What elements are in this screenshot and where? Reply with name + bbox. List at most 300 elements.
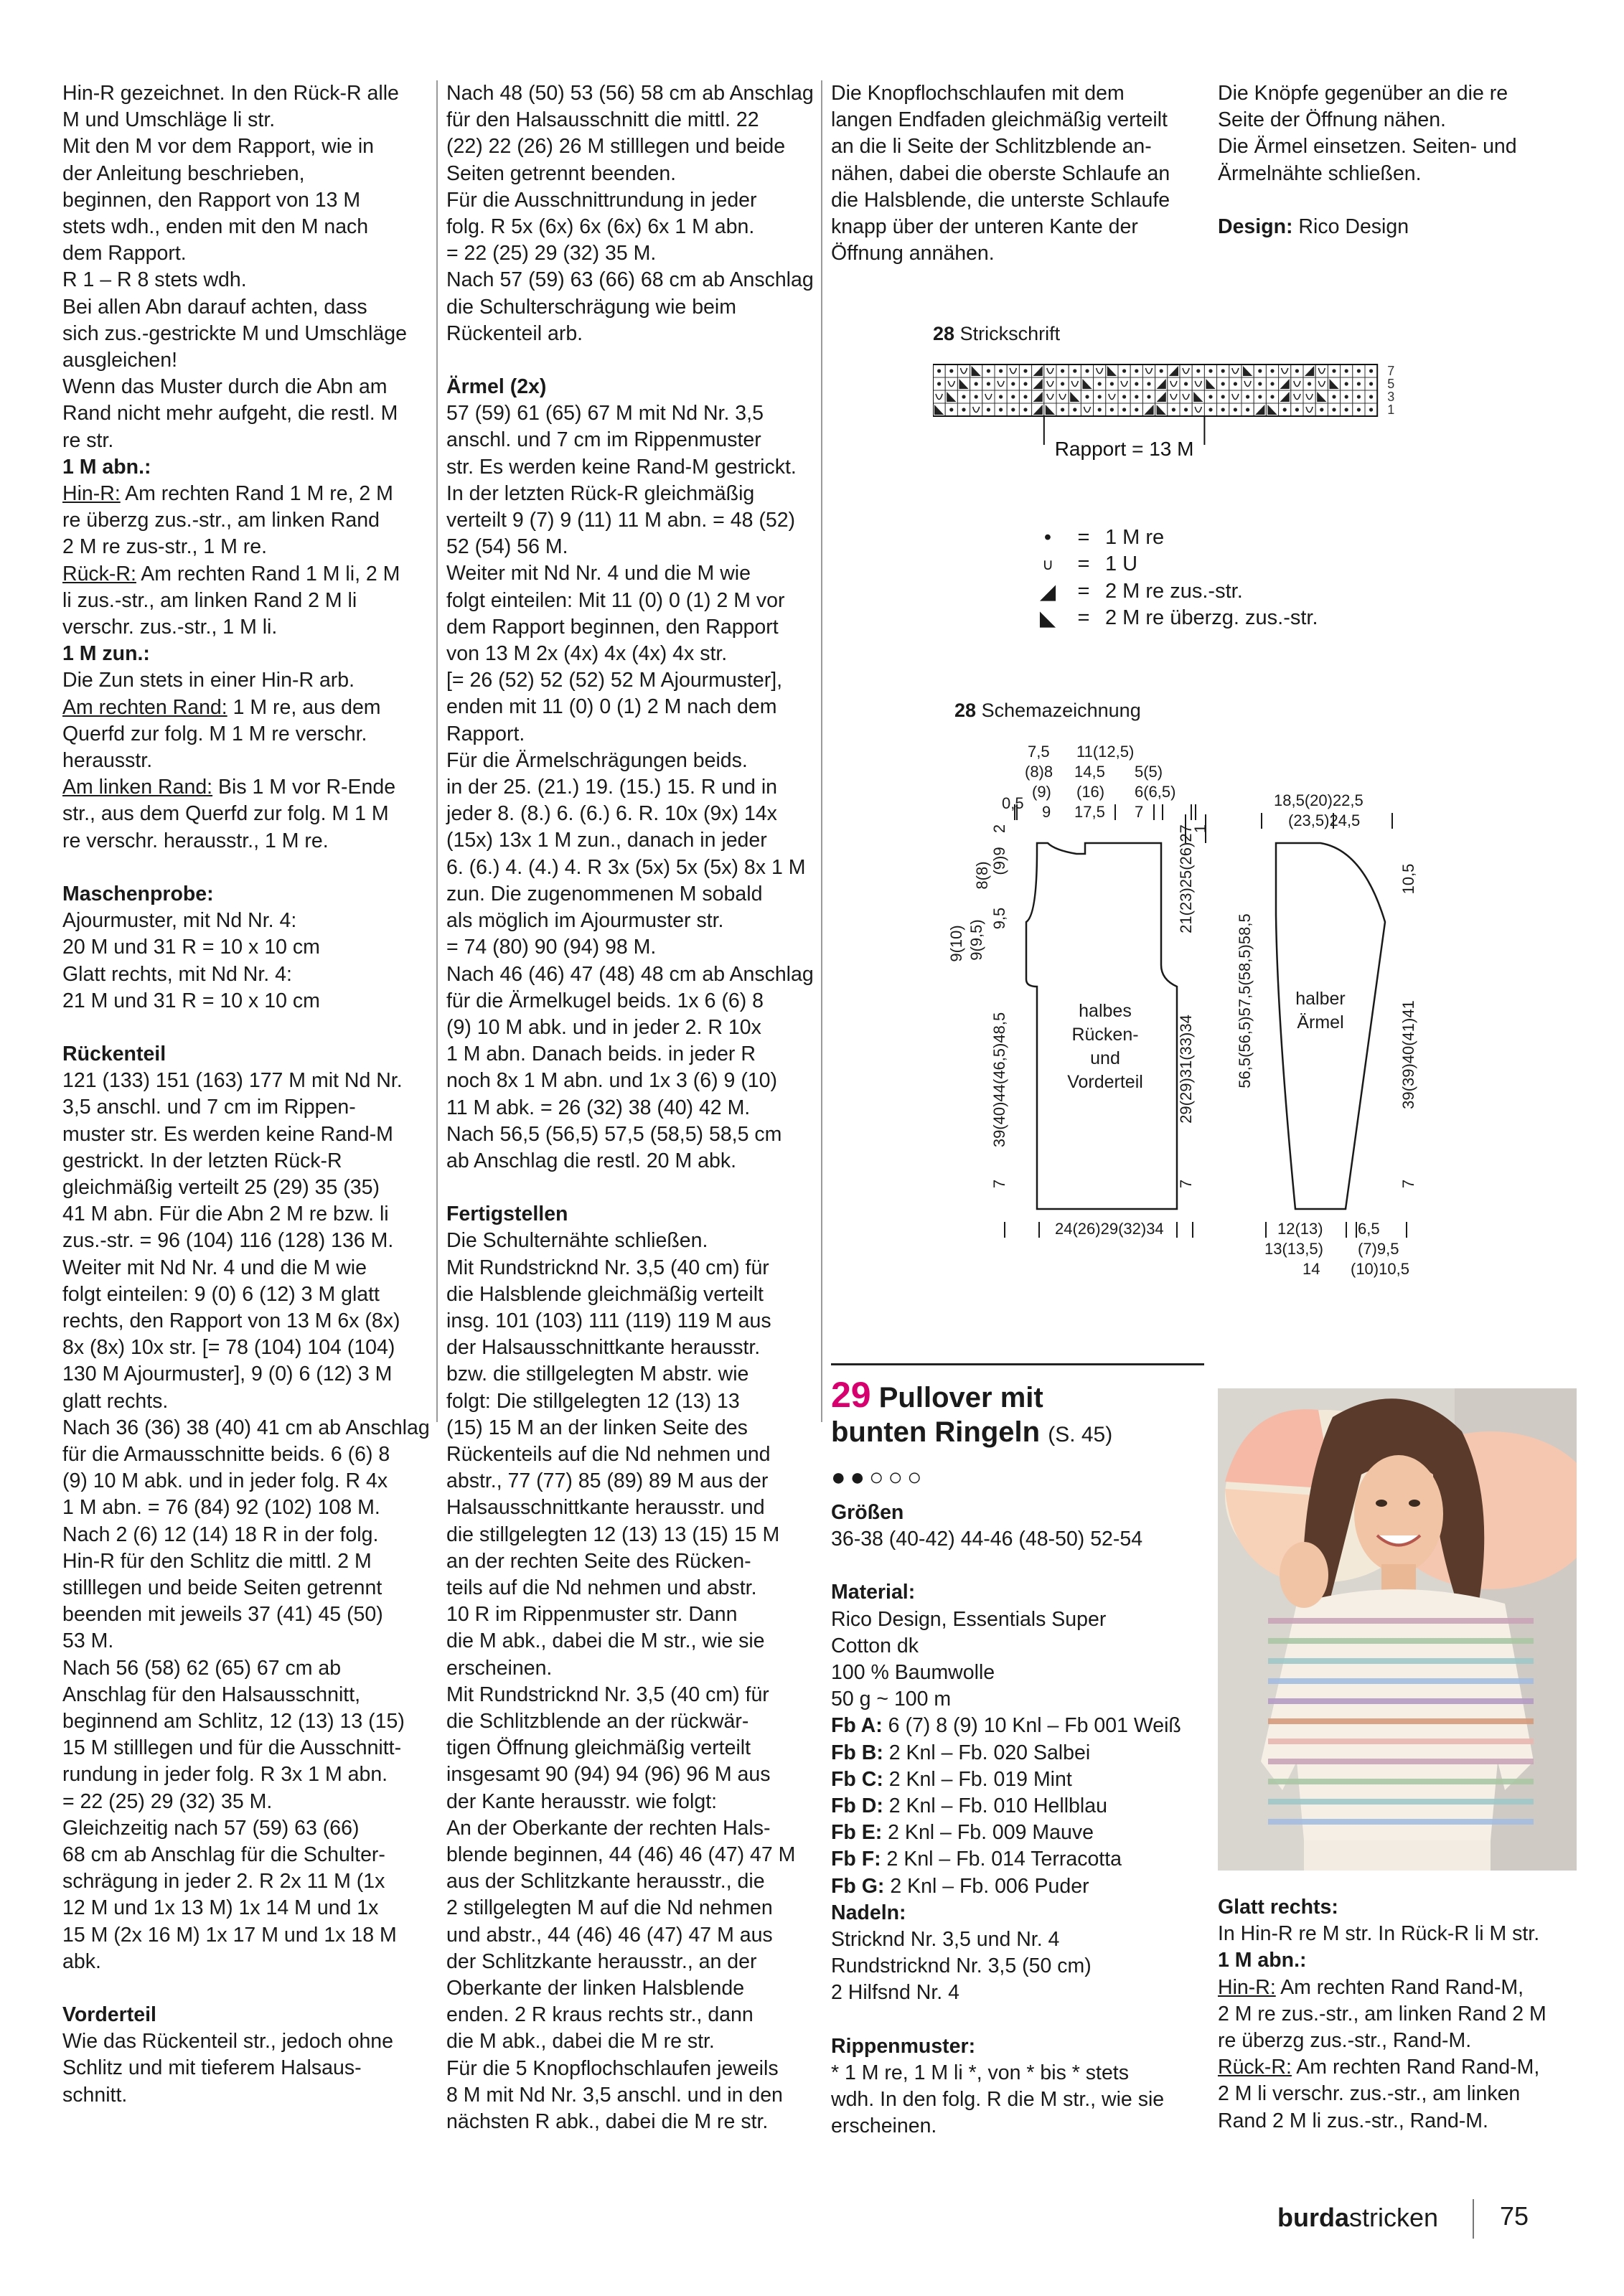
knit-stitch-mark [1332,395,1336,398]
knit-stitch-mark [1061,369,1064,372]
sweater-stripe [1268,1799,1534,1805]
text-line: Die Knöpfe gegenüber an die re [1218,82,1508,105]
text-line: Ajourmuster, mit Nd Nr. 4: [62,909,297,933]
measurement-label: (9)9 [990,847,1008,875]
text-line: rechts, den Rapport von 13 M 6x (8x) [62,1309,400,1332]
text-line: Fb C: 2 Knl – Fb. 019 Mint [831,1767,1072,1791]
text-line: Hin-R für den Schlitz die mittl. 2 M [62,1549,372,1573]
chart-cell [1192,403,1204,416]
knit-stitch-mark [1208,408,1212,411]
knit-stitch-mark [1160,369,1163,372]
text-line: str. Es werden keine Rand-M gestrickt. [446,455,797,479]
text-line: folgt: Die stillgelegten 12 (13) 13 [446,1389,740,1413]
text-line: 1 M zun.: [62,642,150,666]
text-line: die M abk., dabei die M str., wie sie [446,1629,765,1653]
text-line: Nach 57 (59) 63 (66) 68 cm ab Anschlag [446,268,814,292]
sweater-stripe [1268,1618,1534,1624]
knit-stitch-mark [987,369,990,372]
schematic-heading: 28 Schemazeichnung [954,700,1141,721]
text-line: Nach 2 (6) 12 (14) 18 R in der folg. [62,1523,379,1546]
text-line: Die Schulternähte schließen. [446,1229,708,1253]
measurement-label: 24(26)29(32)34 [1055,1220,1164,1238]
chart-heading: 28 Strickschrift [933,323,1061,344]
knit-stitch-mark [987,408,990,411]
pattern-number: 29 [831,1375,871,1415]
text-line: Rand 2 M li zus.-str., Rand-M. [1218,2109,1488,2132]
text-line: beginnen, den Rapport von 13 M [62,188,361,212]
text-line: 2 M re zus-str., 1 M re. [62,535,268,559]
sweater-stripe [1268,1678,1534,1684]
text-line: dem Rapport beginnen, den Rapport [446,615,779,639]
measurement-label: 12(13) [1277,1220,1323,1238]
text-line: schrägung in jeder 2. R 2x 11 M (1x [62,1870,385,1893]
eye [1409,1500,1420,1507]
text-line: Rückenteil arb. [446,321,583,345]
measurement-label: und [1090,1048,1120,1068]
text-line: erscheinen. [831,2114,937,2138]
knit-stitch-mark [1023,408,1027,411]
text-line: Rico Design, Essentials Super [831,1607,1107,1631]
text-line: bzw. die stillgelegten M abstr. wie [446,1363,749,1386]
knitting-chart [933,323,1493,466]
knit-stitch-mark [1258,395,1262,398]
text-line [62,1015,436,1041]
brand-suffix: stricken [1349,2203,1439,2232]
text-line: Vorderteil [62,2003,156,2027]
row-number: 7 [1387,364,1395,378]
text-line: als möglich im Ajourmuster str. [446,909,724,933]
knit-stitch-mark [1208,369,1212,372]
text-line: re überzg zus.-str., am linken Rand [62,509,380,532]
text-line: 2 Hilfsnd Nr. 4 [831,1981,959,2005]
pattern-heading [831,1375,1204,1452]
measurement-label: (10)10,5 [1351,1260,1409,1278]
knit-stitch-mark [1369,382,1373,385]
text-line: erscheinen. [446,1656,553,1680]
text-line: 57 (59) 61 (65) 67 M mit Nd Nr. 3,5 [446,402,764,425]
text-line [62,1975,436,2002]
text-line: schnitt. [62,2083,128,2107]
text-line: 1 M abn.: [62,455,151,479]
text-line: folgt einteilen: 9 (0) 6 (12) 3 M glatt [62,1282,380,1306]
legend-item: ◣ = 2 M re überzg. zus.-str. [1033,606,1318,631]
text-line: Rück-R: Am rechten Rand 1 M li, 2 M [62,562,400,585]
chart-cell [1168,377,1180,390]
text-line: Fb F: 2 Knl – Fb. 014 Terracotta [831,1848,1122,1871]
chart-cell [933,390,945,403]
knit-stitch-mark [1345,395,1348,398]
chart-cell [1106,390,1118,403]
chart-cell [982,390,995,403]
text-line: verschr. zus.-str., 1 M li. [62,616,278,639]
text-line [446,347,820,374]
pattern-title-line2: bunten Ringeln [831,1416,1041,1448]
text-line: 1 M abn. = 76 (84) 92 (102) 108 M. [62,1496,380,1520]
knit-stitch-mark [937,382,941,385]
text-line: 21 M und 31 R = 10 x 10 cm [62,989,320,1012]
text-line [62,855,436,881]
text-line: = 22 (25) 29 (32) 35 M. [62,1789,273,1813]
pattern-29-details [831,1500,1204,2140]
column-divider [436,80,438,1422]
text-line: die Halsblende gleichmäßig verteilt [446,1282,764,1306]
text-line: der Schlitzkante herausstr., an der [446,1949,757,1973]
chart-cell [995,377,1007,390]
measurement-label: Rücken- [1071,1025,1139,1045]
knit-stitch-mark [1345,382,1348,385]
text-line: Maschenprobe: [62,882,214,905]
measurement-label: 17,5 [1074,803,1105,821]
chart-cell [1069,377,1081,390]
schematic-drawing [933,700,1493,1288]
text-line: 6. (6.) 4. (4.) 4. R 3x (5x) 5x (5x) 8x 1 M [446,855,806,879]
knit-stitch-mark [1184,382,1188,385]
measurement-label: 14,5 [1074,763,1105,781]
measurement-label: 18,5(20)22,5 [1274,791,1363,809]
legend-text: 2 M re überzg. zus.-str. [1105,606,1318,629]
text-line [446,1175,820,1201]
text-line: Am rechten Rand: 1 M re, aus dem [62,695,381,719]
knit-stitch-mark [975,395,978,398]
text-line: Nach 56,5 (56,5) 57,5 (58,5) 58,5 cm [446,1122,782,1146]
knit-stitch-mark [1246,408,1249,411]
text-line: Rundstricknd Nr. 3,5 (50 cm) [831,1954,1092,1978]
knit-stitch-mark [949,369,953,372]
text-line: 53 M. [62,1629,114,1653]
text-line: Mit Rundstricknd Nr. 3,5 (40 cm) für [446,1683,769,1706]
model-photo [1218,1388,1577,1871]
text-line: beenden mit jeweils 37 (41) 45 (50) [62,1603,383,1627]
knit-stitch-mark [1295,408,1299,411]
text-line: Oberkante der linken Halsblende [446,1977,745,2000]
text-line: die stillgelegten 12 (13) 13 (15) 15 M [446,1523,780,1546]
legend-item: ∪ = 1 U [1033,552,1137,576]
text-line: in der 25. (21.) 19. (15.) 15. R und in [446,776,778,799]
text-line: und abstr., 44 (46) 46 (47) 47 M aus [446,1923,773,1947]
text-line: In der letzten Rück-R gleichmäßig [446,481,755,505]
page-reference: (S. 45) [1048,1423,1113,1446]
text-line: folgt einteilen: Mit 11 (0) 0 (1) 2 M vor [446,588,785,612]
chart-cell [1044,377,1056,390]
text-line: langen Endfaden gleichmäßig verteilt [831,108,1168,132]
chart-cell [1229,364,1242,377]
measurement-label: Ärmel [1297,1012,1344,1032]
text-line: Nach 56 (58) 62 (65) 67 cm ab [62,1656,342,1680]
measurement-label: (9) [1032,783,1051,801]
text-line: die Halsblende, die unterste Schlaufe [831,188,1170,212]
knit-stitch-mark [1098,382,1102,385]
measurement-label: 6,5 [1358,1220,1380,1238]
text-line: abstr., 77 (77) 85 (89) 89 M aus der [446,1469,769,1493]
text-line: Hin-R: Am rechten Rand 1 M re, 2 M [62,482,393,506]
chart-cell [1291,390,1303,403]
measurement-label: 8(8) [973,861,991,890]
page-number: 75 [1500,2201,1529,2231]
knit-stitch-mark [1221,369,1225,372]
measurement-label: 29(29)31(33)34 [1177,1015,1195,1124]
text-line: der Anleitung beschrieben, [62,161,305,185]
chart-cell [1192,377,1204,390]
column-divider [821,80,822,1422]
legend-text: 1 M re [1105,526,1165,549]
chart-cell [945,377,957,390]
text-line: 8 M mit Nd Nr. 3,5 anschl. und in den [446,2083,783,2107]
legend-symbol: ◢ [1039,580,1056,603]
knit-stitch-mark [999,395,1003,398]
text-line: Für die Ärmelschrägungen beids. [446,748,748,772]
measurement-label: 11(12,5) [1076,743,1135,761]
text-line: Glatt rechts: [1218,1896,1338,1919]
text-line: Hin-R: Am rechten Rand Rand-M, [1218,1975,1524,1999]
text-line: Fb B: 2 Knl – Fb. 020 Salbei [831,1741,1091,1764]
text-line: gestrickt. In der letzten Rück-R [62,1149,342,1172]
knit-stitch-mark [1110,382,1114,385]
knit-stitch-mark [1320,408,1323,411]
text-line: zun. Die zugenommenen M sobald [446,882,763,905]
text-line: 1 M abn.: [1218,1949,1307,1972]
measurement-label: 13(13,5) [1264,1240,1323,1258]
text-line: Die Knopflochschlaufen mit dem [831,82,1125,105]
knit-stitch-mark [1332,408,1336,411]
text-line: Rippenmuster: [831,2034,976,2058]
text-line [1218,187,1591,214]
text-line: für die Armausschnitte beids. 6 (6) 8 [62,1442,390,1466]
legend-text: 2 M re zus.-str. [1105,580,1243,603]
text-line: 41 M abn. Für die Abn 2 M re bzw. li [62,1203,389,1226]
text-line: 121 (133) 151 (163) 177 M mit Nd Nr. [62,1069,403,1093]
knit-stitch-mark [1270,395,1274,398]
measurement-label: 7 [1177,1179,1195,1189]
chart-cell [1291,377,1303,390]
chart-grid [933,359,1493,481]
text-line: Wie das Rückenteil str., jedoch ohne [62,2030,393,2053]
row-number: 3 [1387,390,1395,404]
hand [1280,1542,1328,1608]
text-line: li zus.-str., am linken Rand 2 M li [62,588,357,612]
knit-stitch-mark [1221,408,1225,411]
knit-stitch-mark [975,382,978,385]
knit-stitch-mark [1023,382,1027,385]
knit-stitch-mark [1085,369,1089,372]
text-line: Halsausschnittkante herausstr. und [446,1496,765,1520]
knit-stitch-mark [1073,369,1076,372]
text-line: = 22 (25) 29 (32) 35 M. [446,242,657,265]
brand-name: burda [1277,2203,1350,2232]
text-line: re str. [62,428,114,452]
text-line: (15x) 13x 1 M zun., danach in jeder [446,829,767,852]
text-line: re verschr. herausstr., 1 M re. [62,829,329,852]
measurement-label: 39(39)40(41)41 [1399,1000,1417,1109]
measurement-label: 9 [1042,803,1051,821]
text-line: insgesamt 90 (94) 94 (96) 96 M aus [446,1763,771,1787]
knit-stitch-mark [987,382,990,385]
text-line: Rück-R: Am rechten Rand Rand-M, [1218,2056,1540,2079]
knit-stitch-mark [962,408,965,411]
knit-stitch-mark [1357,382,1361,385]
text-line: die Schlitzblende an der rückwär- [446,1709,749,1733]
chart-cell [1229,390,1242,403]
measurement-label: halbes [1079,1001,1132,1021]
chart-cell [1094,364,1106,377]
text-line: nähen, dabei die oberste Schlaufe an [831,161,1170,185]
footer-divider [1473,2199,1474,2239]
text-line: Fb A: 6 (7) 8 (9) 10 Knl – Fb 001 Weiß [831,1714,1181,1738]
legend-text: 1 U [1105,552,1138,575]
knit-stitch-mark [1135,369,1138,372]
text-line: für den Halsausschnitt die mittl. 22 [446,108,759,132]
text-line: Cotton dk [831,1634,919,1657]
knit-stitch-mark [1308,382,1311,385]
sweater-stripe [1268,1718,1534,1724]
column-2 [446,80,820,2135]
text-line: Nach 48 (50) 53 (56) 58 cm ab Anschlag [446,82,814,105]
text-line: der Halsausschnittkante herausstr. [446,1336,761,1360]
chart-cell [1279,364,1291,377]
text-line: (15) 15 M an der linken Seite des [446,1416,748,1439]
text-line: 15 M stilllegen und für die Ausschnitt- [62,1736,402,1760]
knit-stitch-mark [1085,395,1089,398]
row-number: 5 [1387,377,1395,391]
text-line: Ärmel (2x) [446,375,547,399]
text-line: dem Rapport. [62,242,187,265]
knit-stitch-mark [1270,369,1274,372]
column-1 [62,80,436,2109]
knit-stitch-mark [1011,382,1015,385]
text-line: enden. 2 R kraus rechts str., dann [446,2003,754,2027]
text-line: Hin-R gezeichnet. In den Rück-R alle [62,82,399,105]
legend-item: ◢ = 2 M re zus.-str. [1033,579,1243,604]
text-line: Fertigstellen [446,1203,568,1226]
text-line: Gleichzeitig nach 57 (59) 63 (66) [62,1816,360,1840]
text-line: Ärmelnähte schließen. [1218,161,1422,185]
measurement-label: 56,5(56,5)57,5(58,5)58,5 [1236,913,1254,1088]
knit-stitch-mark [1122,395,1126,398]
chart-cell [1180,390,1192,403]
knit-stitch-mark [1357,395,1361,398]
knit-stitch-mark [1098,395,1102,398]
knit-stitch-mark [1122,369,1126,372]
measurement-label: 0,5 [1002,794,1024,812]
text-line: rundung in jeder folg. R 3x 1 M abn. [62,1763,388,1787]
text-line: der Kante herausstr. wie folgt: [446,1789,718,1813]
text-line: Am linken Rand: Bis 1 M vor R-Ende [62,776,396,799]
text-line: An der Oberkante der rechten Hals- [446,1816,771,1840]
text-line: noch 8x 1 M abn. und 1x 3 (6) 9 (10) [446,1069,778,1093]
text-line: von 13 M 2x (4x) 4x (4x) 4x str. [446,642,728,666]
text-line: 11 M abk. = 26 (32) 38 (40) 42 M. [446,1096,751,1119]
text-line: (9) 10 M abk. und in jeder folg. R 4x [62,1469,388,1493]
text-line: Fb G: 2 Knl – Fb. 006 Puder [831,1874,1089,1898]
knit-stitch-mark [1061,408,1064,411]
knit-stitch-mark [1147,395,1150,398]
knit-stitch-mark [1122,408,1126,411]
text-line: an die li Seite der Schlitzblende an- [831,135,1152,159]
column-3 [831,80,1204,267]
chart-cell [1242,377,1254,390]
text-line: Schlitz und mit tieferem Halsaus- [62,2056,362,2080]
text-line: Querfd zur folg. M 1 M re verschr. [62,722,367,745]
neck [1381,1564,1416,1593]
measurement-label: Vorderteil [1067,1072,1143,1092]
sweater-stripe [1268,1819,1534,1825]
text-line: blende beginnen, 44 (46) 46 (47) 47 M [446,1843,796,1866]
knit-stitch-mark [1061,382,1064,385]
knit-stitch-mark [1345,369,1348,372]
text-line: re überzg zus.-str., Rand-M. [1218,2029,1472,2053]
knit-stitch-mark [1357,369,1361,372]
chart-cell [1007,364,1019,377]
text-line: Die Ärmel einsetzen. Seiten- und [1218,135,1517,159]
text-line: Rückenteils auf die Nd nehmen und [446,1442,771,1466]
legend-symbol: • [1043,526,1052,549]
text-line: * 1 M re, 1 M li *, von * bis * stets [831,2061,1129,2084]
measurement-label: 7 [1135,803,1144,821]
text-line: (9) 10 M abk. und in jeder 2. R 10x [446,1015,761,1039]
row-number: 1 [1387,403,1395,417]
text-line: Weiter mit Nd Nr. 4 und die M wie [62,1256,367,1279]
text-line: 130 M Ajourmuster], 9 (0) 6 (12) 3 M [62,1363,393,1386]
sweater-stripe [1268,1739,1534,1744]
measurement-label: 10,5 [1399,863,1417,895]
chart-cell [957,364,970,377]
text-line: muster str. Es werden keine Rand-M [62,1122,393,1146]
text-line: Rückenteil [62,1042,166,1065]
legend-item: • = 1 M re [1033,526,1164,550]
text-line [831,2007,1204,2033]
text-line: Nach 36 (36) 38 (40) 41 cm ab Anschlag [62,1416,430,1439]
text-line: nächsten R abk., dabei die M re str. [446,2110,769,2134]
legend-symbol: ◣ [1039,607,1056,630]
text-line: 50 g ~ 100 m [831,1688,952,1711]
text-line: teils auf die Nd nehmen und abstr. [446,1576,757,1599]
knit-stitch-mark [1295,369,1299,372]
text-line: Die Zun stets in einer Hin-R arb. [62,669,355,692]
knit-stitch-mark [1246,395,1249,398]
text-line: Material: [831,1581,916,1604]
measurement-label: 7,5 [1028,743,1050,761]
text-line: (22) 22 (26) 26 M stilllegen und beide [446,135,786,159]
text-line: Stricknd Nr. 3,5 und Nr. 4 [831,1928,1060,1952]
text-line: 8x (8x) 10x str. [= 78 (104) 104 (104) [62,1336,395,1360]
sweater-stripe [1268,1658,1534,1664]
text-line: Anschlag für den Halsausschnitt, [62,1683,361,1706]
legend-symbol: ∪ [1041,555,1054,573]
text-line: 2 stillgelegten M auf die Nd nehmen [446,1896,773,1920]
text-line: Fb D: 2 Knl – Fb. 010 Hellblau [831,1794,1107,1818]
knit-stitch-mark [1172,408,1175,411]
text-line: Design: Rico Design [1218,215,1409,238]
schematic [933,700,1493,1288]
knit-stitch-mark [1196,369,1200,372]
knit-stitch-mark [999,408,1003,411]
repeat-label: Rapport = 13 M [1054,438,1194,460]
knit-stitch-mark [999,369,1003,372]
text-line: = 74 (80) 90 (94) 98 M. [446,936,657,959]
pattern-title-line1: Pullover mit [878,1382,1043,1413]
knit-stitch-mark [1023,395,1027,398]
chart-cell [1081,403,1093,416]
measurement-label: 9(10) [947,925,965,962]
text-line: 10 R im Rippenmuster str. Dann [446,1603,738,1627]
text-line: gleichmäßig verteilt 25 (29) 35 (35) [62,1175,380,1199]
chart-cell [1044,364,1056,377]
text-line: Rapport. [446,722,525,745]
knit-stitch-mark [1208,395,1212,398]
knit-stitch-mark [1369,408,1373,411]
text-line: Bei allen Abn darauf achten, dass [62,295,367,319]
text-line: Glatt rechts, mit Nd Nr. 4: [62,962,292,986]
text-line: aus der Schlitzkante herausstr., die [446,1870,765,1893]
